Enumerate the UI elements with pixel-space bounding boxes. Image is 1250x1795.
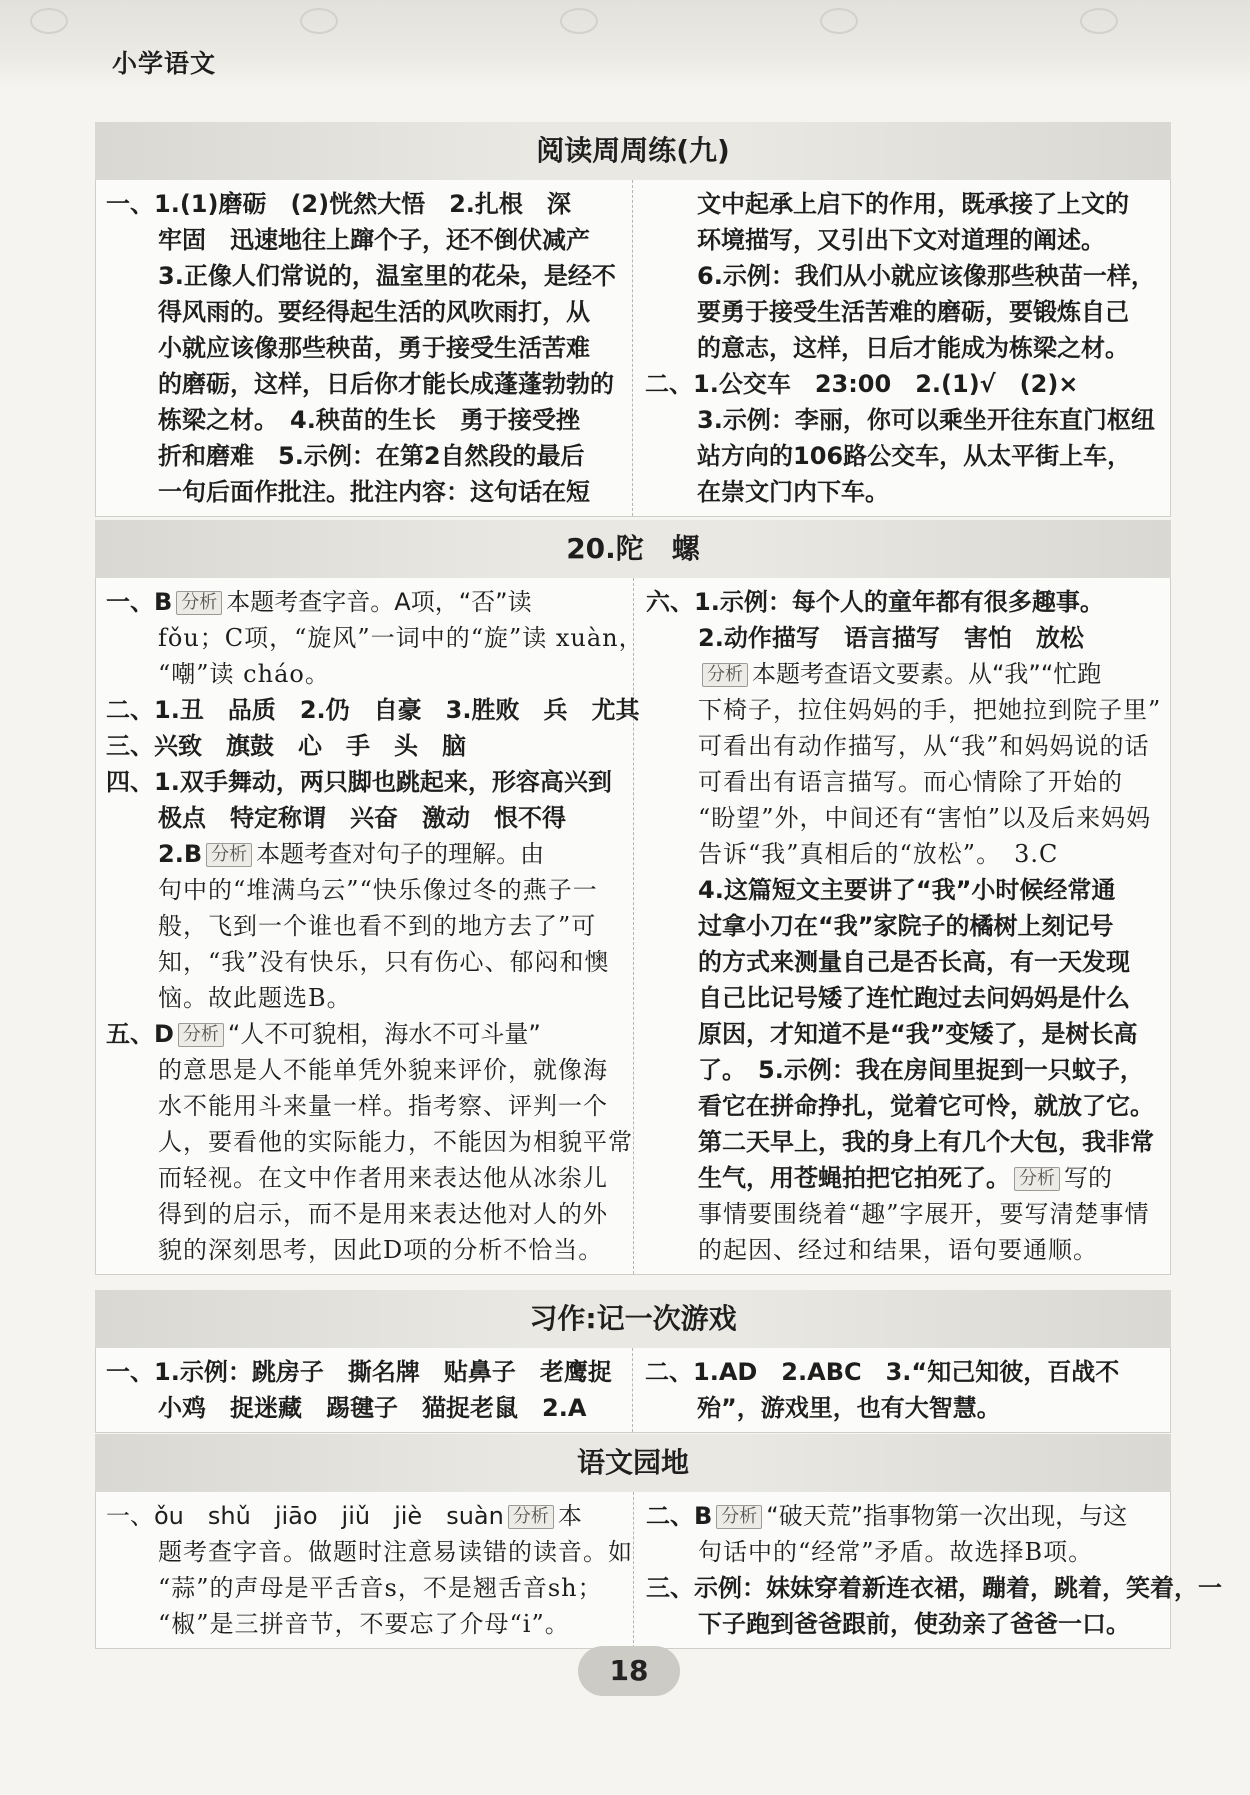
answer-line: 4.这篇短文主要讲了“我”小时候经常通 xyxy=(698,876,1116,904)
cloud-decoration-icon xyxy=(820,8,858,34)
analysis-text: 写的 xyxy=(1064,1164,1112,1192)
answer-line: 第二天早上，我的身上有几个大包，我非常 xyxy=(698,1128,1154,1156)
analysis-line: “椒”是三拼音节，不要忘了介母“i”。 xyxy=(158,1610,570,1638)
answer-text: 2.B xyxy=(158,840,203,868)
section-chinese-garden xyxy=(95,1434,1222,1649)
cloud-decoration-icon xyxy=(560,8,598,34)
section-title: 阅读周周练(九) xyxy=(95,122,1171,180)
answer-line: 栋梁之材。 4.秧苗的生长 勇于接受挫 xyxy=(158,406,580,434)
analysis-text: 本 xyxy=(557,1502,582,1530)
analysis-badge: 分析 xyxy=(508,1505,554,1529)
answer-line: 在崇文门内下车。 xyxy=(697,478,889,506)
analysis-text: 本题考查语文要素。从“我”“忙跑 xyxy=(752,660,1102,688)
left-column xyxy=(96,578,644,1274)
analysis-line: 句中的“堆满乌云”“快乐像过冬的燕子一 xyxy=(158,876,598,904)
analysis-line: 而轻视。在文中作者用来表达他从冰尜儿 xyxy=(158,1164,608,1192)
analysis-line: “盼望”外，中间还有“害怕”以及后来妈妈 xyxy=(698,804,1152,832)
answer-line: 殆”，游戏里，也有大智慧。 xyxy=(697,1394,1001,1422)
analysis-line: “嘲”读 cháo。 xyxy=(158,660,330,688)
analysis-badge: 分析 xyxy=(178,1023,224,1047)
section-writing xyxy=(95,1290,1171,1433)
answer-line: 小就应该像那些秧苗，勇于接受生活苦难 xyxy=(158,334,590,362)
analysis-line: 事情要围绕着“趣”字展开，要写清楚事情 xyxy=(698,1200,1150,1228)
answer-line: 二、1.AD 2.ABC 3.“知己知彼，百战不 xyxy=(645,1358,1120,1386)
analysis-badge: 分析 xyxy=(176,591,222,615)
answer-line: 六、1.示例：每个人的童年都有很多趣事。 xyxy=(646,588,1104,616)
answer-line: 二、1.丑 品质 2.仍 自豪 3.胜败 兵 尤其 xyxy=(106,696,640,724)
analysis-line: 恼。故此题选B。 xyxy=(158,984,352,1012)
page-header-band xyxy=(0,0,1250,88)
answer-line: 下子跑到爸爸跟前，使劲亲了爸爸一口。 xyxy=(698,1610,1130,1638)
answer-line: 原因，才知道不是“我”变矮了，是树长高 xyxy=(698,1020,1138,1048)
cloud-decoration-icon xyxy=(30,8,68,34)
answer-line: 3.示例：李丽，你可以乘坐开往东直门枢纽 xyxy=(697,406,1155,434)
analysis-line: 的起因、经过和结果，语句要通顺。 xyxy=(698,1236,1098,1264)
analysis-line: 句话中的“经常”矛盾。故选择B项。 xyxy=(698,1538,1094,1566)
section-title: 习作:记一次游戏 xyxy=(95,1290,1171,1348)
answer-line: 了。 5.示例：我在房间里捉到一只蚊子， xyxy=(698,1056,1144,1084)
section-lesson-20 xyxy=(95,520,1171,1275)
subject-title: 小学语文 xyxy=(112,49,217,78)
analysis-line: 可看出有动作描写，从“我”和妈妈说的话 xyxy=(698,732,1150,760)
section-body xyxy=(95,1492,1222,1649)
page-number: 18 xyxy=(578,1646,680,1696)
section-reading-weekly xyxy=(95,122,1171,517)
answer-line: 一、1.(1)磨砺 (2)恍然大悟 2.扎根 深 xyxy=(106,190,571,218)
answer-line: 站方向的106路公交车，从太平街上车， xyxy=(697,442,1132,470)
answer-line: 的磨砺，这样，日后你才能长成蓬蓬勃勃的 xyxy=(158,370,614,398)
answer-line: 6.示例：我们从小就应该像那些秧苗一样， xyxy=(697,262,1155,290)
answer-line: 极点 特定称谓 兴奋 激动 恨不得 xyxy=(158,804,566,832)
analysis-line: 人，要看他的实际能力，不能因为相貌平常 xyxy=(158,1128,633,1156)
answer-line: 要勇于接受生活苦难的磨砺，要锻炼自己 xyxy=(697,298,1129,326)
analysis-badge: 分析 xyxy=(716,1505,762,1529)
right-column xyxy=(634,1492,1222,1648)
answer-text: 二、B xyxy=(646,1502,713,1530)
analysis-line: fǒu；C项，“旋风”一词中的“旋”读 xuàn， xyxy=(158,624,644,652)
analysis-badge: 分析 xyxy=(702,663,748,687)
analysis-line: 貌的深刻思考，因此D项的分析不恰当。 xyxy=(158,1236,604,1264)
section-body xyxy=(95,578,1171,1275)
section-body xyxy=(95,1348,1171,1433)
analysis-text: 本题考查对句子的理解。由 xyxy=(256,840,545,868)
right-column xyxy=(633,180,1170,516)
answer-line: 一句后面作批注。批注内容：这句话在短 xyxy=(158,478,590,506)
analysis-line: 般，飞到一个谁也看不到的地方去了”可 xyxy=(158,912,597,940)
answer-line: 自己比记号矮了连忙跑过去问妈妈是什么 xyxy=(698,984,1130,1012)
answer-text: 一、B xyxy=(106,588,173,616)
answer-line: 四、1.双手舞动，两只脚也跳起来，形容高兴到 xyxy=(106,768,612,796)
analysis-line: 下椅子，拉住妈妈的手，把她拉到院子里” xyxy=(698,696,1162,724)
section-title: 语文园地 xyxy=(95,1434,1171,1492)
answer-text: 五、D xyxy=(106,1020,174,1048)
cloud-decoration-icon xyxy=(300,8,338,34)
answer-line: 三、兴致 旗鼓 心 手 头 脑 xyxy=(106,732,466,760)
analysis-line: 得到的启示，而不是用来表达他对人的外 xyxy=(158,1200,608,1228)
answer-line: 二、1.公交车 23:00 2.(1)√ (2)× xyxy=(645,370,1079,398)
answer-line: 看它在拼命挣扎，觉着它可怜，就放了它。 xyxy=(698,1092,1154,1120)
section-title: 20.陀 螺 xyxy=(95,520,1171,578)
answer-line: 环境描写，又引出下文对道理的阐述。 xyxy=(697,226,1105,254)
answer-line: 得风雨的。要经得起生活的风吹雨打，从 xyxy=(158,298,590,326)
answer-text: 生气，用苍蝇拍把它拍死了。 xyxy=(698,1164,1010,1192)
analysis-badge: 分析 xyxy=(1014,1167,1060,1191)
answer-line: 一、1.示例：跳房子 撕名牌 贴鼻子 老鹰捉 xyxy=(106,1358,612,1386)
answer-line: 过拿小刀在“我”家院子的橘树上刻记号 xyxy=(698,912,1114,940)
analysis-text: 本题考查字音。A项，“否”读 xyxy=(226,588,532,616)
analysis-line: 的意思是人不能单凭外貌来评价，就像海 xyxy=(158,1056,608,1084)
analysis-badge: 分析 xyxy=(206,843,252,867)
analysis-line: 告诉“我”真相后的“放松”。 3.C xyxy=(698,840,1059,868)
analysis-line: 可看出有语言描写。而心情除了开始的 xyxy=(698,768,1123,796)
analysis-text: “破天荒”指事物第一次出现，与这 xyxy=(766,1502,1128,1530)
analysis-line: 水不能用斗来量一样。指考察、评判一个 xyxy=(158,1092,608,1120)
cloud-decoration-icon xyxy=(1080,8,1118,34)
answer-line: 的方式来测量自己是否长高，有一天发现 xyxy=(698,948,1130,976)
analysis-text: “人不可貌相，海水不可斗量” xyxy=(227,1020,541,1048)
analysis-line: “蒜”的声母是平舌音s，不是翘舌音sh； xyxy=(158,1574,603,1602)
answer-line: 文中起承上启下的作用，既承接了上文的 xyxy=(697,190,1129,218)
answer-line: 2.动作描写 语言描写 害怕 放松 xyxy=(698,624,1084,652)
answer-line: 三、示例：妹妹穿着新连衣裙，蹦着，跳着，笑着，一 xyxy=(646,1574,1222,1602)
right-column xyxy=(634,578,1170,1274)
left-column xyxy=(96,1492,634,1648)
answer-line: 3.正像人们常说的，温室里的花朵，是经不 xyxy=(158,262,616,290)
answer-line: 的意志，这样，日后才能成为栋梁之材。 xyxy=(697,334,1129,362)
right-column xyxy=(633,1348,1170,1432)
analysis-line: 知，“我”没有快乐，只有伤心、郁闷和懊 xyxy=(158,948,610,976)
section-body xyxy=(95,180,1171,517)
analysis-line: 题考查字音。做题时注意易读错的读音。如 xyxy=(158,1538,633,1566)
answer-line: 折和磨难 5.示例：在第2自然段的最后 xyxy=(158,442,585,470)
answer-text: 一、ǒu shǔ jiāo jiǔ jiè suàn xyxy=(106,1502,504,1530)
left-column xyxy=(96,180,633,516)
answer-line: 牢固 迅速地往上蹿个子，还不倒伏减产 xyxy=(158,226,590,254)
left-column xyxy=(96,1348,633,1432)
answer-line: 小鸡 捉迷藏 踢毽子 猫捉老鼠 2.A xyxy=(158,1394,587,1422)
